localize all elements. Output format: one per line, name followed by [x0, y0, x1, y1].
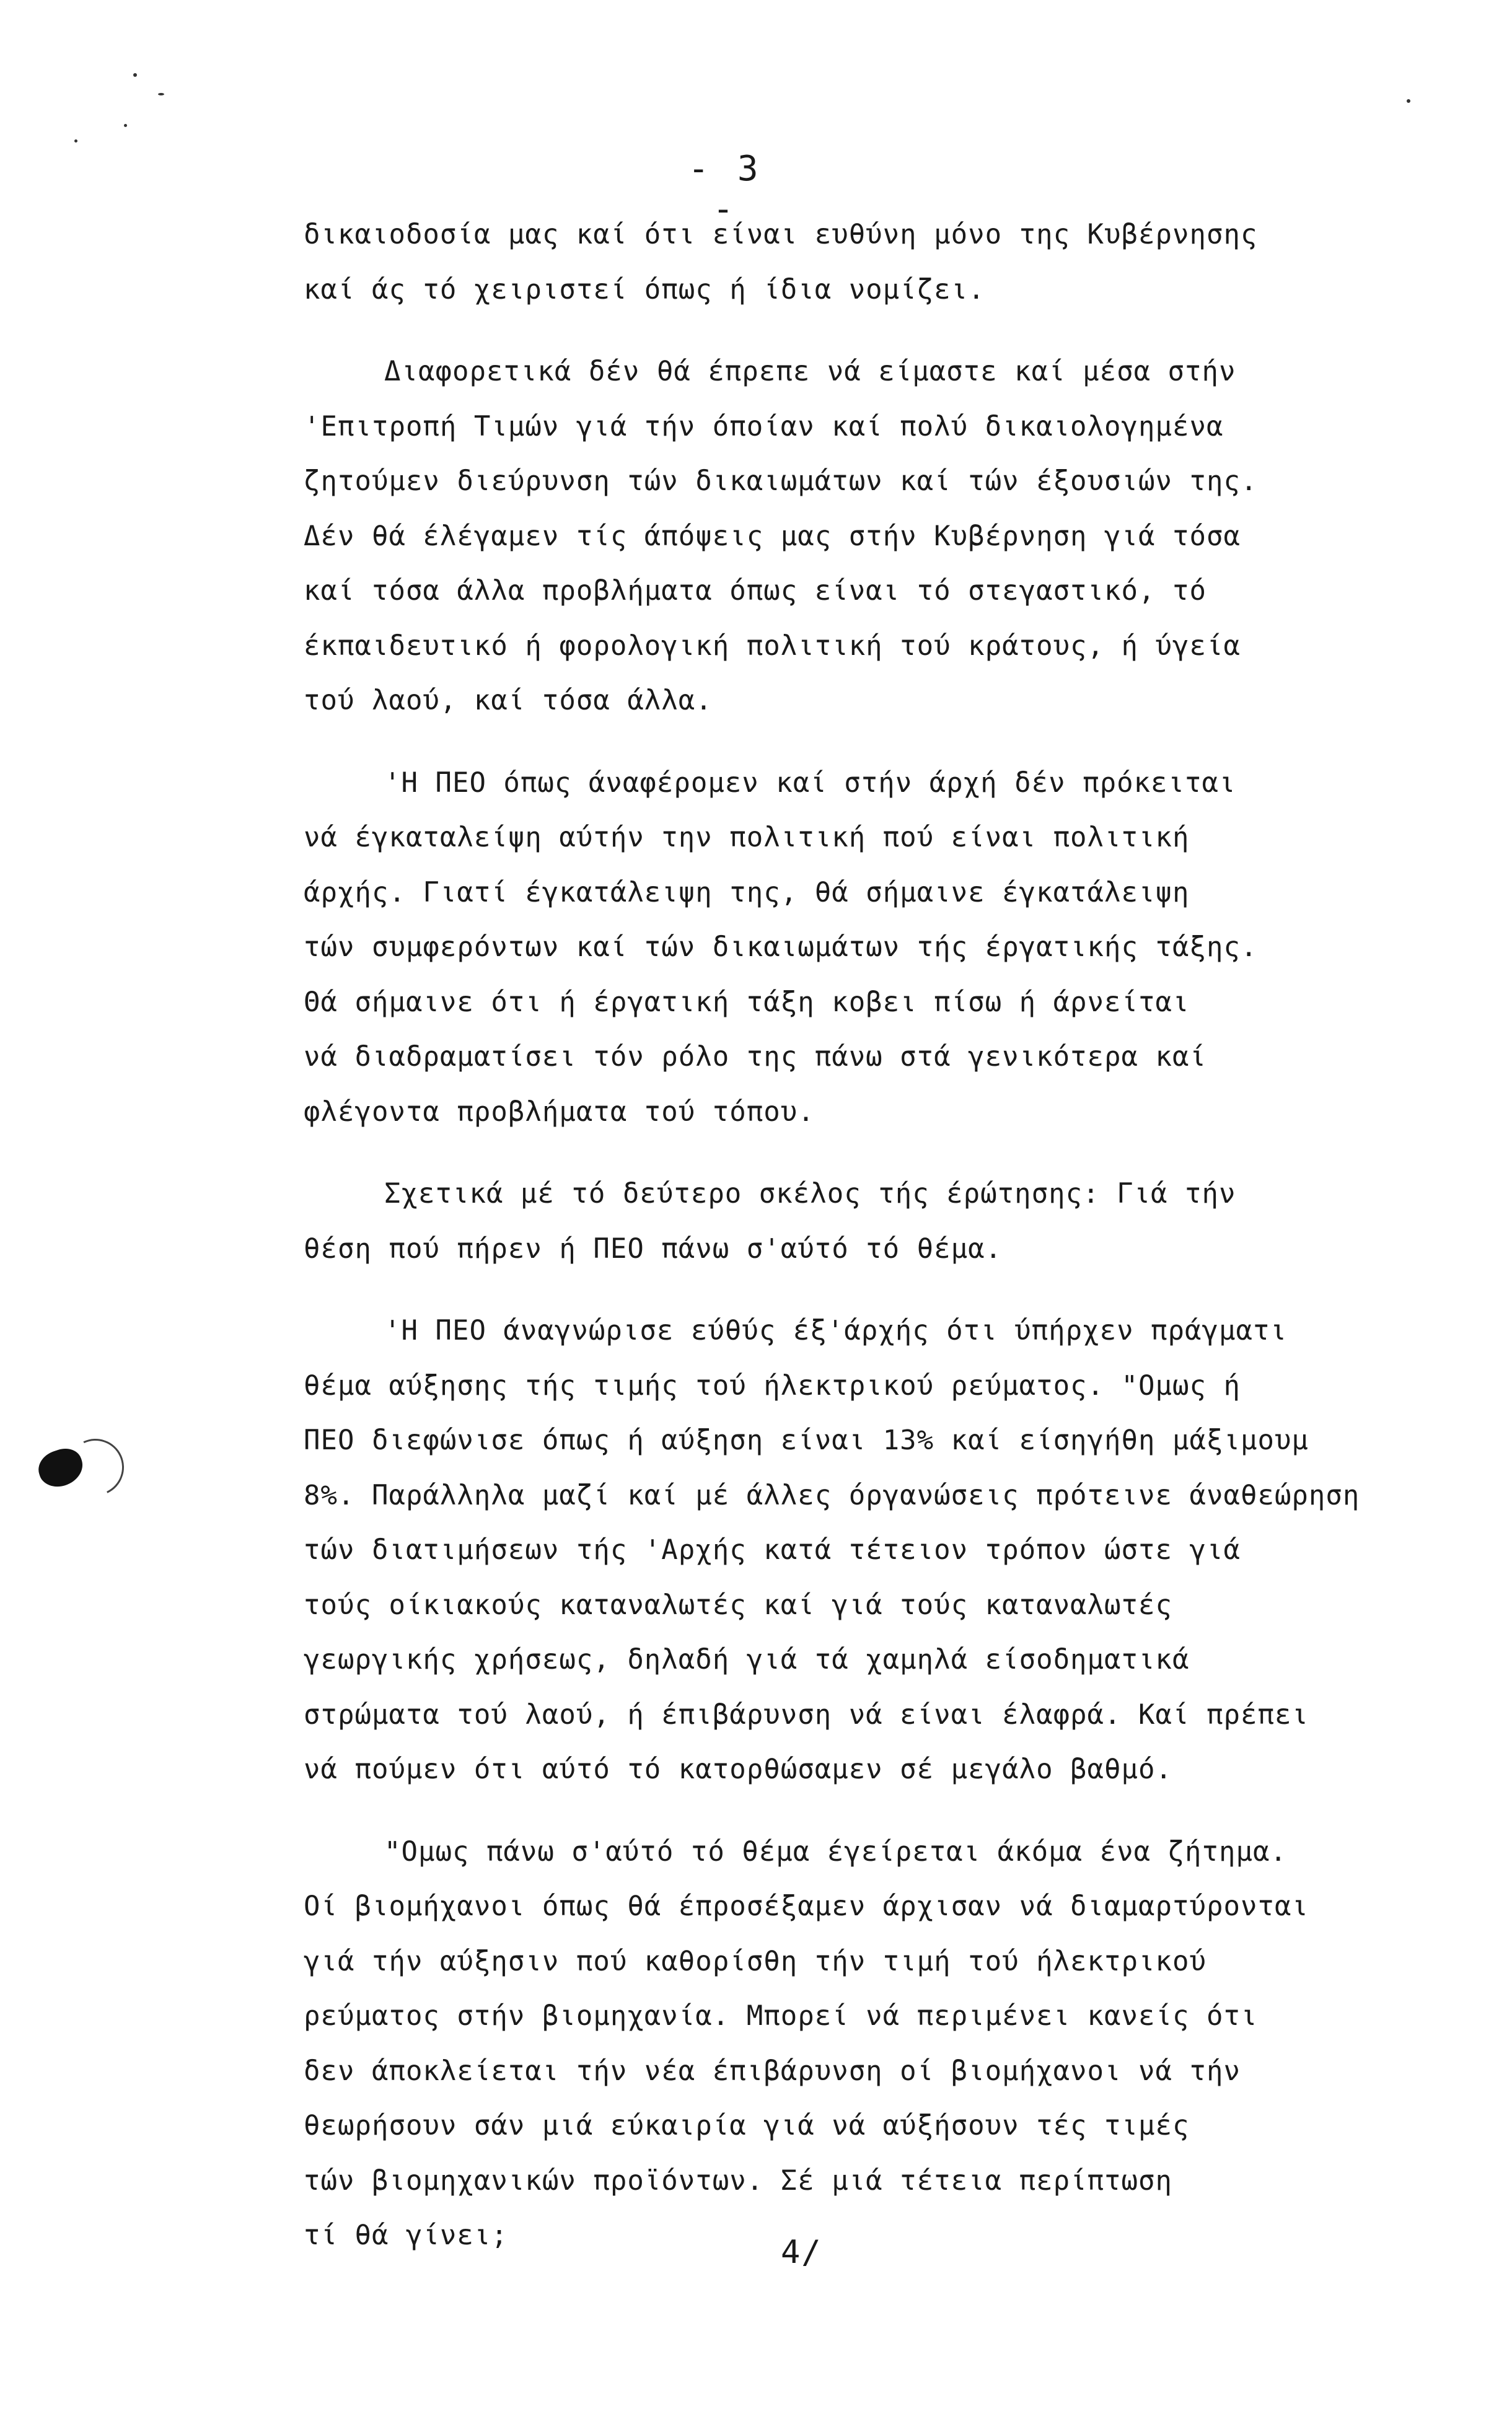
- text-line: δικαιοδοσία μας καί ότι είναι ευθύνη μόνο της Κυβέρνησης: [304, 219, 1258, 250]
- text-line: καί άς τό χειριστεί όπως ή ίδια νομίζει.: [304, 273, 985, 305]
- text-line: 8%. Παράλληλα μαζί καί μέ άλλες όργανώσεις πρότεινε άναθεώρηση: [304, 1479, 1360, 1511]
- text-line: τού λαού, καί τόσα άλλα.: [304, 685, 713, 716]
- paragraph: [304, 1825, 1413, 2264]
- text-line: τών βιομηχανικών προϊόντων. Σέ μιά τέτεια περίπτωση: [304, 2164, 1173, 2197]
- text-line: ζητούμεν διεύρυνση τών δικαιωμάτων καί τών έξουσιών της.: [304, 465, 1258, 497]
- text-line: νά πούμεν ότι αύτό τό κατορθώσαμεν σέ μεγάλο βαθμό.: [304, 1754, 1173, 1785]
- text-line: νά διαδραματίσει τόν ρόλο της πάνω στά γενικότερα καί: [304, 1041, 1207, 1073]
- text-line: Οί βιομήχανοι όπως θά έπροσέξαμεν άρχισαν νά διαμαρτύρονται: [304, 1891, 1309, 1922]
- text-line: τούς οίκιακούς καταναλωτές καί γιά τούς καταναλωτές: [304, 1589, 1173, 1621]
- text-line: γεωργικής χρήσεως, δηλαδή γιά τά χαμηλά είσοδηματικά: [304, 1644, 1190, 1675]
- text-line: δεν άποκλείεται τήν νέα έπιβάρυνση οί βιομήχανοι νά τήν: [304, 2055, 1241, 2087]
- text-line: ΠΕΟ διεφώνισε όπως ή αύξηση είναι 13% καί είσηγήθη μάξιμουμ: [304, 1425, 1309, 1456]
- text-line: 'Η ΠΕΟ όπως άναφέρομεν καί στήν άρχή δέν πρόκειται: [384, 766, 1236, 799]
- text-line: έκπαιδευτικό ή φορολογική πολιτική τού κράτους, ή ύγεία: [304, 630, 1241, 662]
- text-line: θεωρήσουν σάν μιά εύκαιρία γιά νά αύξήσουν τές τιμές: [304, 2110, 1190, 2141]
- text-line: θέση πού πήρεν ή ΠΕΟ πάνω σ'αύτό τό θέμα.: [304, 1232, 1003, 1265]
- paragraph: [304, 345, 1413, 729]
- continuation-marker: 4/: [781, 2234, 822, 2271]
- scan-speck: [74, 139, 77, 143]
- text-line: Σχετικά μέ τό δεύτερο σκέλος τής έρώτησης: Γιά τήν: [384, 1178, 1236, 1210]
- text-line: στρώματα τού λαού, ή έπιβάρυνση νά είναι έλαφρά. Καί πρέπει: [304, 1698, 1309, 1731]
- text-line: 'Επιτροπή Τιμών γιά τήν όποίαν καί πολύ δικαιολογημένα: [304, 410, 1224, 442]
- paragraph: [304, 208, 1413, 317]
- text-line: τί θά γίνει;: [304, 2220, 508, 2251]
- hole-punch-mark: [59, 1431, 132, 1504]
- scan-speck: [158, 93, 164, 95]
- text-line: ρεύματος στήν βιομηχανία. Μπορεί νά περιμένει κανείς ότι: [304, 2000, 1258, 2032]
- scan-speck: [133, 73, 137, 77]
- text-line: καί τόσα άλλα προβλήματα όπως είναι τό στεγαστικό, τό: [304, 575, 1207, 607]
- scan-speck: [124, 124, 127, 127]
- page-number: - 3 -: [688, 149, 762, 229]
- text-line: νά έγκαταλείψη αύτήν την πολιτική πού είναι πολιτική: [304, 822, 1190, 853]
- paragraph: [304, 756, 1413, 1140]
- text-line: γιά τήν αύξησιν πού καθορίσθη τήν τιμή τού ήλεκτρικού: [304, 1945, 1207, 1977]
- paragraph: [304, 1167, 1413, 1276]
- text-line: Θά σήμαινε ότι ή έργατική τάξη κοβει πίσω ή άρνείται: [304, 986, 1190, 1018]
- text-line: φλέγοντα προβλήματα τού τόπου.: [304, 1096, 815, 1128]
- text-line: άρχής. Γιατί έγκατάλειψη της, θά σήμαινε έγκατάλειψη: [304, 876, 1190, 908]
- text-line: τών διατιμήσεων τής 'Αρχής κατά τέτειον τρόπον ώστε γιά: [304, 1534, 1241, 1566]
- text-line: θέμα αύξησης τής τιμής τού ήλεκτρικού ρεύματος. "Ομως ή: [304, 1369, 1241, 1402]
- paragraph: [304, 1304, 1413, 1798]
- scan-speck: [1407, 99, 1410, 103]
- text-line: 'Η ΠΕΟ άναγνώρισε εύθύς έξ'άρχής ότι ύπήρχεν πράγματι: [384, 1315, 1287, 1346]
- text-line: "Ομως πάνω σ'αύτό τό θέμα έγείρεται άκόμα ένα ζήτημα.: [384, 1835, 1287, 1868]
- text-line: Δέν θά έλέγαμεν τίς άπόψεις μας στήν Κυβέρνηση γιά τόσα: [304, 520, 1241, 552]
- text-line: τών συμφερόντων καί τών δικαιωμάτων τής έργατικής τάξης.: [304, 931, 1258, 963]
- body-text: [304, 208, 1413, 2291]
- text-line: Διαφορετικά δέν θά έπρεπε νά είμαστε καί μέσα στήν: [384, 356, 1236, 387]
